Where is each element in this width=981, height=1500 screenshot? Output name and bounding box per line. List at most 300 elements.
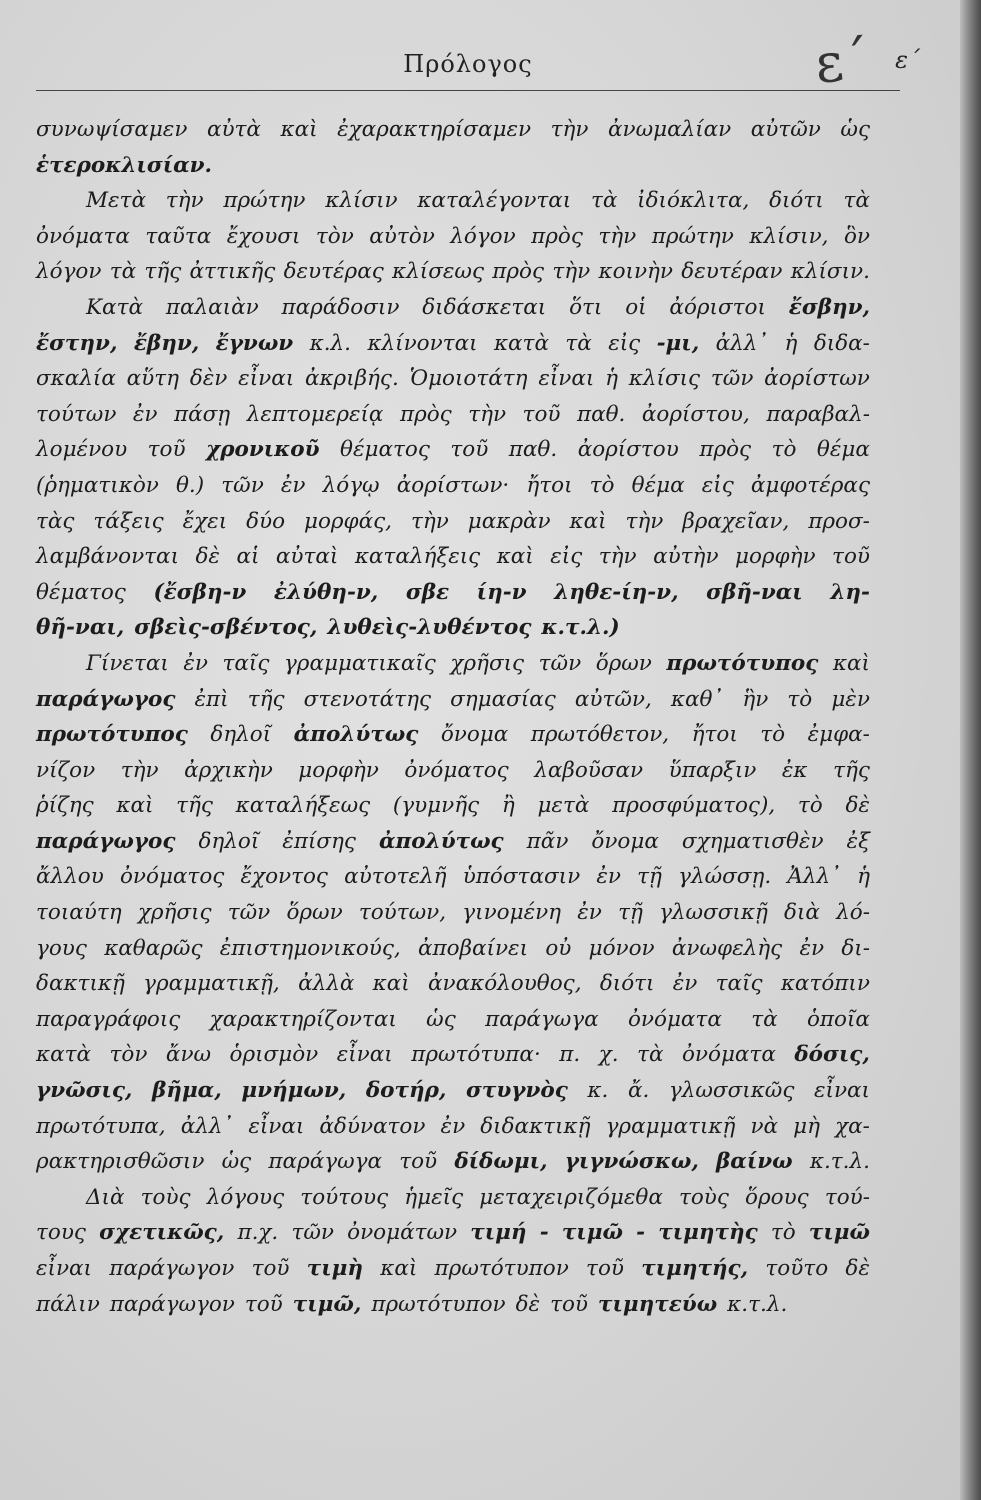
word: εἶναι [814, 1078, 870, 1104]
word: διότι [599, 971, 655, 997]
word: δὲ [515, 1291, 541, 1317]
word: δηλοῖ [210, 722, 272, 748]
word: ἀκριβής. [304, 366, 399, 392]
word: ἐξ [846, 828, 870, 854]
word: τοιαύτη [36, 900, 122, 926]
word: ἀορίστων· [396, 472, 510, 498]
word: πρὸς [492, 259, 545, 285]
text-line [36, 1287, 870, 1323]
bold-word: λυθεὶς-λυθέντος [327, 615, 532, 641]
word: μακρὰν [467, 508, 551, 534]
word: ἀόριστοι [669, 294, 766, 320]
running-title: Πρόλογος [403, 50, 533, 78]
word: τού- [824, 1184, 870, 1210]
word: τὴν [120, 757, 159, 783]
word: τὴν [165, 188, 204, 214]
bold-word: ἔστην, [36, 330, 118, 356]
word: ἐν [132, 401, 158, 427]
word: τοὺς [678, 1184, 729, 1210]
word: ὅρους [745, 1184, 809, 1210]
bold-word: παράγωγος [36, 686, 176, 712]
word: εἶναι [336, 1042, 393, 1068]
word: εἶναι [36, 1256, 92, 1281]
word: παραγράφοις [36, 1006, 181, 1032]
bold-word: - [539, 1220, 549, 1246]
word: ἀορίστου, [641, 401, 750, 427]
word: ὀνόματος [119, 864, 225, 890]
word: εἰς [701, 472, 734, 498]
bold-word: γιγνώσκω, [564, 1149, 699, 1175]
body-text [36, 112, 870, 1322]
text-line [36, 432, 870, 468]
word: τοῦ [244, 1291, 283, 1317]
word: μορφὴν [735, 544, 816, 570]
word: τὸ [797, 793, 823, 819]
word: εἰς [608, 330, 641, 356]
text-line [36, 824, 870, 860]
word: κ.λ. [309, 330, 352, 356]
word: πρωτότυπον [434, 1256, 569, 1281]
word: κοινὴν [598, 259, 673, 285]
bold-word: (ἔσβη-ν [153, 579, 247, 605]
word: ὡς [840, 117, 870, 142]
word: πρὸς [531, 223, 583, 249]
word: θέματος [340, 437, 430, 463]
word: προσ- [808, 508, 870, 534]
word: ἐν [280, 472, 306, 498]
word: τὰ [109, 259, 137, 285]
word: πρωτότυπα· [411, 1042, 541, 1068]
word: π. [559, 1042, 581, 1068]
word: τοῦ [399, 1149, 438, 1175]
word: δηλοῖ [198, 828, 260, 854]
word: εἶναι [248, 1113, 305, 1139]
word: λόγῳ [322, 472, 380, 498]
word: μετὰ [537, 793, 590, 819]
bold-word: ἀπολύτως [293, 722, 419, 748]
bold-word: ἑτεροκλισίαν. [36, 152, 213, 178]
text-line [36, 646, 870, 682]
word: ἐμφα- [807, 722, 870, 748]
word: ἡμεῖς [404, 1184, 464, 1210]
word: παράγωγον [109, 1256, 235, 1281]
word: τοῦ [147, 437, 186, 463]
word: καὶ [380, 1256, 418, 1281]
bold-word: γνῶσις, [36, 1078, 133, 1104]
word: τοῦ [550, 1291, 588, 1317]
word: εἰς [550, 544, 583, 570]
word: αὐτῶν, [574, 686, 652, 712]
word: ἣν [742, 686, 769, 712]
word: καὶ [569, 508, 607, 534]
word: τῆς [144, 259, 182, 285]
word: θέμα [631, 472, 685, 498]
word: ἰδιόκλιτα, [637, 188, 750, 214]
word: σημασίας [450, 686, 556, 712]
bold-word: θῆ-ναι, [36, 615, 125, 641]
word: ὑπόστασιν [462, 864, 581, 890]
word: τὰ [751, 1006, 778, 1032]
word: πρωτότυπα, [36, 1113, 166, 1139]
word: Ἀλλ᾽ [787, 864, 841, 890]
bold-word: τιμή [470, 1220, 527, 1246]
word: ἀνωφελὴς [671, 935, 783, 961]
word: ἔχει [182, 508, 228, 534]
word: ἄ. [627, 1078, 650, 1104]
word: τῇ [637, 864, 662, 890]
word: ἐν [672, 971, 698, 997]
bold-word: τιμῶ [561, 1220, 623, 1246]
bold-word: δοτήρ, [365, 1078, 447, 1104]
word: δι- [841, 935, 870, 961]
text-line [36, 1109, 870, 1145]
word: δύο [246, 508, 286, 534]
word: ἀρχικὴν [184, 757, 273, 783]
word: μορφὴν [298, 757, 379, 783]
text-line [36, 575, 870, 611]
text-line [36, 1002, 870, 1038]
word: ἀλλ᾽ [715, 330, 769, 356]
word: καταλήξεως [235, 793, 371, 819]
word: χρῆσις [450, 650, 525, 676]
word: διδάσκεται [422, 294, 547, 320]
word: ἀνωμαλίαν [607, 117, 732, 142]
word: λαμβάνονται [36, 544, 179, 570]
word: ἀορίστων [764, 366, 870, 392]
word: τάξεις [93, 508, 164, 534]
text-line [36, 931, 870, 967]
word: λόγον [36, 259, 102, 285]
word: τοῦτο [765, 1256, 829, 1281]
word: ἐν [577, 900, 602, 926]
word: Μετὰ [86, 188, 146, 214]
word: τὰ [565, 330, 592, 356]
word: κλίσιν, [749, 223, 829, 249]
page-edge [960, 0, 981, 1500]
text-line [36, 966, 870, 1002]
word: τὴν [468, 401, 507, 427]
word: αὐτὰ [206, 117, 261, 142]
word: ἀμφοτέρας [750, 472, 870, 498]
page-number: ε΄ [895, 46, 920, 74]
word: παραβαλ- [766, 401, 870, 427]
word: δὲ [845, 793, 870, 819]
bold-word: τιμητεύω [598, 1291, 718, 1317]
text-line [36, 859, 870, 895]
word: τῆς [247, 686, 285, 712]
word: ἢ [501, 793, 515, 819]
word: λόγον [450, 223, 516, 249]
word: γινομένη [462, 900, 562, 926]
word: ἄνω [165, 1042, 212, 1068]
word: δακτικῇ [36, 971, 125, 997]
word: ἔχοντος [240, 864, 328, 890]
text-line [36, 1073, 870, 1109]
word: λεπτομερείᾳ [246, 401, 384, 427]
word: τὸν [109, 1042, 148, 1068]
word: πρὸς [399, 401, 452, 427]
word: ταῖς [715, 971, 763, 997]
bold-word: κ.τ.λ.) [541, 615, 620, 641]
bold-word: - [636, 1220, 646, 1246]
word: τὰ [843, 188, 870, 214]
word: ἐπιστημονικούς, [219, 935, 401, 961]
word: ἄλλου [36, 864, 104, 890]
word: διότι [769, 188, 824, 214]
word: θ.) [175, 472, 205, 498]
word: παράδοσιν [281, 294, 400, 320]
word: κ. [587, 1078, 609, 1104]
text-line [36, 468, 870, 504]
word: ἀορίστου [577, 437, 679, 463]
word: ἤτοι [691, 722, 738, 748]
text-line [36, 682, 870, 718]
word: μόνον [588, 935, 655, 961]
word: γλωσσικῶς [668, 1078, 795, 1104]
word: ἀποβαίνει [418, 935, 529, 961]
word: ἡ [605, 366, 619, 392]
word: τὰ [637, 1042, 664, 1068]
bold-word: -μι, [656, 330, 700, 356]
word: καθ᾽ [670, 686, 724, 712]
word: μὲν [831, 686, 870, 712]
word: ὄνομα [440, 722, 509, 748]
word: ὡς [426, 1006, 456, 1032]
word: ἐκ [781, 757, 808, 783]
word: ἀνακόλουθος, [427, 971, 582, 997]
word: παράγωγα [485, 1006, 599, 1032]
word: τους [36, 1220, 86, 1246]
word: ὃν [843, 223, 870, 249]
word: αὐτοτελῆ [344, 864, 447, 890]
text-line [36, 219, 870, 255]
word: γους [36, 935, 87, 961]
handwritten-annotation: ε΄ [811, 27, 874, 96]
text-line [36, 1251, 870, 1287]
word: τῆς [176, 793, 213, 819]
bold-word: ληθε-ίη-ν, [554, 579, 679, 605]
word: καὶ [116, 793, 154, 819]
word: ἐπίσης [282, 828, 356, 854]
text-line [36, 539, 870, 575]
text-line [36, 290, 870, 326]
word: πρωτότυπον [371, 1291, 506, 1317]
word: κλίσις [628, 366, 701, 392]
word: τὸ [760, 722, 786, 748]
word: Κατὰ [86, 294, 143, 320]
word: κ.τ.λ. [809, 1149, 870, 1175]
word: κατὰ [493, 330, 549, 356]
word: διὰ [784, 900, 820, 926]
word: αὐτῶν [750, 117, 821, 142]
word: π.χ. [237, 1220, 279, 1246]
bold-word: σχετικῶς, [99, 1220, 225, 1246]
word: τούτους [300, 1184, 389, 1210]
word: οἱ [625, 294, 647, 320]
word: ὁποῖα [806, 1006, 870, 1032]
word: τὴν [598, 223, 637, 249]
word: ρακτηρισθῶσιν [36, 1149, 205, 1175]
word: ἐν [799, 935, 825, 961]
word: εἶναι [538, 366, 595, 392]
word: τῶν [710, 366, 754, 392]
word: καθαρῶς [104, 935, 203, 961]
word: (γυμνῆς [392, 793, 480, 819]
word: πρώτην [223, 188, 306, 214]
bold-word: χρονικοῦ [206, 437, 320, 463]
text-line [36, 361, 870, 397]
word: νὰ [750, 1113, 779, 1139]
word: παλαιὰν [165, 294, 259, 320]
word: διδα- [813, 330, 870, 356]
word: θέμα [816, 437, 870, 463]
word: δευτέραν [681, 259, 783, 285]
bold-word: τιμητής, [641, 1256, 749, 1281]
word: βραχεῖαν, [682, 508, 790, 534]
word: τῶν [227, 900, 271, 926]
word: πάλιν [36, 1291, 100, 1317]
word: συνωψίσαμεν [36, 117, 188, 142]
word: τῆς [833, 757, 870, 783]
word: ὀνόματα [681, 1042, 776, 1068]
word: ἐν [596, 864, 621, 890]
word: πρὸς [699, 437, 752, 463]
word: τὴν [550, 117, 589, 142]
word: (ῥηματικὸν [36, 472, 159, 498]
text-line [36, 148, 870, 184]
word: κλίσιν [325, 188, 398, 214]
word: καὶ [280, 117, 318, 142]
word: γλωσσικῇ [659, 900, 768, 926]
word: διδακτικῇ [480, 1113, 591, 1139]
word: καὶ [496, 544, 534, 570]
word: γραμματικῇ, [143, 971, 280, 997]
word: κατόπιν [780, 971, 870, 997]
word: τὸ [770, 1220, 796, 1246]
word: κλίσεως [392, 259, 484, 285]
word: ἀδύνατον [319, 1113, 426, 1139]
bold-word: μνήμων, [241, 1078, 347, 1104]
word: αὐταὶ [275, 544, 339, 570]
word: στενοτάτης [303, 686, 431, 712]
text-line [36, 326, 870, 362]
word: ἐχαρακτηρίσαμεν [337, 117, 532, 142]
word: πρώτην [651, 223, 734, 249]
word: κλίνονται [367, 330, 478, 356]
bold-word: πρωτότυπος [36, 722, 188, 748]
word: προσφύματος), [612, 793, 776, 819]
word: ταῦτα [145, 223, 212, 249]
word: χ. [598, 1042, 619, 1068]
word: ἡ [784, 330, 798, 356]
word: τὴν [410, 508, 449, 534]
word: τοῦ [251, 1256, 290, 1281]
word: τοῦ [586, 1256, 624, 1281]
word: τῶν [291, 1220, 334, 1246]
word: παθ. [508, 437, 558, 463]
text-line [36, 397, 870, 433]
word: νίζον [36, 757, 96, 783]
word: τοῦ [522, 401, 561, 427]
word: μεταχειριζόμεθα [479, 1184, 663, 1210]
bold-word: σβεὶς-σβέντος, [134, 615, 318, 641]
word: καὶ [372, 971, 410, 997]
word: παράγωγον [109, 1291, 235, 1317]
text-line [36, 717, 870, 753]
word: λό- [836, 900, 870, 926]
bold-word: δόσις, [794, 1042, 870, 1068]
word: ὕπαρξιν [668, 757, 757, 783]
bold-word: ἔβην, [133, 330, 200, 356]
word: ἔχουσι [226, 223, 301, 249]
word: τοῦ [832, 544, 870, 570]
bold-word: ἔσβην, [788, 294, 870, 320]
word: λομένου [36, 437, 128, 463]
word: ῥίζης [36, 793, 94, 819]
bold-word: ἀπολύτως [379, 828, 504, 854]
bold-word: τιμῶ, [292, 1291, 362, 1317]
word: τὴν [552, 259, 591, 285]
word: ὀνομάτων [347, 1220, 458, 1246]
bold-word: τιμῶ [808, 1220, 870, 1246]
text-line [36, 895, 870, 931]
bold-word: σβε [405, 579, 450, 605]
text-line [36, 183, 870, 219]
word: τοὺς [140, 1184, 191, 1210]
word: μορφάς, [304, 508, 393, 534]
text-line [36, 1215, 870, 1251]
bold-word: πρωτότυπος [666, 650, 819, 676]
word: ἤτοι [526, 472, 573, 498]
word: παθ. [576, 401, 626, 427]
text-line [36, 1037, 870, 1073]
bold-word: παράγωγος [36, 828, 176, 854]
word: ὅρων [286, 900, 343, 926]
bold-word: ἔγνων [215, 330, 294, 356]
word: πρωτόθετον, [530, 722, 670, 748]
word: Διὰ [86, 1184, 125, 1210]
word: αὐτὸν [369, 223, 435, 249]
bold-word: τιμὴ [306, 1256, 363, 1281]
word: ἐπὶ [194, 686, 229, 712]
word: γλώσσῃ. [678, 864, 772, 890]
word: πᾶν [526, 828, 569, 854]
word: ἀττικῆς [189, 259, 276, 285]
word: καταλέγονται [417, 188, 572, 214]
page-header [36, 27, 920, 96]
text-line [36, 788, 870, 824]
word: τῇ [618, 900, 643, 926]
text-line [36, 254, 870, 290]
word: μὴ [793, 1113, 820, 1139]
word: χαρακτηρίζονται [209, 1006, 397, 1032]
word: τὴν [598, 544, 637, 570]
word: χρῆσις [137, 900, 212, 926]
word: ὡς [221, 1149, 252, 1175]
word: λαβοῦσαν [534, 757, 644, 783]
word: δευτέρας [283, 259, 384, 285]
text-line [36, 1180, 870, 1216]
word: τὸ [787, 686, 813, 712]
word: παράγωγα [268, 1149, 382, 1175]
word: τὸ [589, 472, 615, 498]
word: χα- [835, 1113, 870, 1139]
word: κ.τ.λ. [727, 1291, 788, 1317]
word: ὁρισμὸν [229, 1042, 319, 1068]
word: θέματος [36, 579, 126, 605]
word: αἱ [236, 544, 260, 570]
word: ἀλλ᾽ [180, 1113, 234, 1139]
